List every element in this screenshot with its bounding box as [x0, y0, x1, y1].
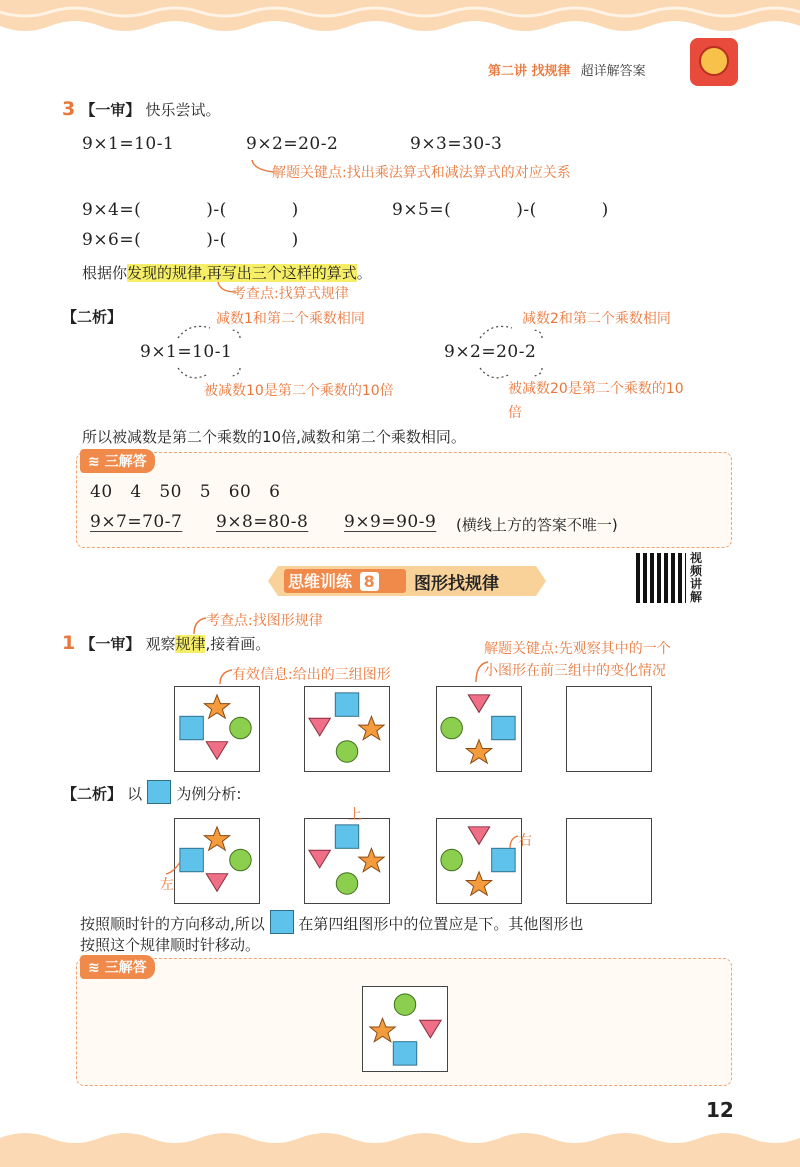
- q3-answer-line1: 40 4 50 5 60 6: [90, 482, 281, 502]
- triangle-icon: [206, 874, 227, 892]
- square-icon: [335, 693, 358, 716]
- q1-conclusion-line1: [80, 910, 583, 934]
- q1-panel-3: [436, 686, 522, 772]
- q1-analysis-panel-1: [174, 818, 260, 904]
- q1-step2-post: 为例分析:: [176, 785, 242, 803]
- bottom-wave-band: [0, 1130, 800, 1167]
- q1-analysis-panel-4-empty: [566, 818, 652, 904]
- q3-answer-tag: ≋ 三解答: [80, 449, 155, 473]
- triangle-icon: [206, 742, 227, 760]
- qr-label-char-4: 解: [690, 590, 703, 604]
- square-icon: [393, 1042, 416, 1065]
- q1-step1-highlight: 规律: [175, 635, 206, 653]
- q3-eq3: 9×3=30-3: [410, 134, 503, 154]
- q3-analysis-eq2: 9×2=20-2: [444, 342, 537, 362]
- training-label: [288, 569, 379, 592]
- q1-effective-note: 有效信息:给出的三组图形: [232, 667, 391, 683]
- q3-analysis-bottom2-line2: 倍: [508, 405, 522, 421]
- circle-icon: [336, 741, 357, 762]
- header-subtitle: 超详解答案: [580, 64, 646, 79]
- q3-instruction-pre: 根据你: [82, 264, 128, 282]
- q3-answer-note: (横线上方的答案不唯一): [456, 516, 618, 534]
- star-icon: [466, 872, 491, 895]
- circle-icon: [394, 994, 415, 1015]
- q1-key-note-line2: 小图形在前三组中的变化情况: [484, 663, 666, 679]
- q1-conclusion-pre: 按照顺时针的方向移动,所以: [80, 915, 265, 933]
- q1-conclusion-line2: 按照这个规律顺时针移动。: [80, 936, 261, 954]
- q3-analysis-eq1: 9×1=10-1: [140, 342, 233, 362]
- square-icon: [270, 910, 294, 934]
- q1-exam-note: 考查点:找图形规律: [206, 613, 323, 629]
- q1-analysis-panel-2: [304, 818, 390, 904]
- circle-icon: [441, 717, 462, 738]
- q1-heading: [62, 632, 270, 654]
- q1-answer-tag: ≋ 三解答: [80, 955, 155, 979]
- page-header: [488, 60, 646, 79]
- q3-instruction-post: 。: [356, 264, 372, 282]
- q3-exam-note: 考查点:找算式规律: [232, 286, 349, 302]
- qr-label-char-1: 视: [690, 551, 703, 565]
- q3-eq2: 9×2=20-2: [246, 134, 339, 154]
- square-icon: [492, 848, 515, 871]
- triangle-icon: [420, 1020, 441, 1038]
- star-icon: [359, 848, 384, 871]
- q1-analysis-panel-3: [436, 818, 522, 904]
- triangle-icon: [468, 827, 489, 845]
- q3-eq1: 9×1=10-1: [82, 134, 175, 154]
- qr-code-icon[interactable]: [636, 553, 686, 603]
- qr-label-char-2: 频: [690, 564, 703, 578]
- q1-panel-4-empty[interactable]: [566, 686, 652, 772]
- q3-number: 3: [62, 98, 76, 120]
- training-number: 8: [360, 572, 379, 591]
- q1-step2-pre: 以: [127, 785, 143, 803]
- triangle-icon: [309, 850, 330, 868]
- page-number: 12: [706, 1098, 734, 1122]
- publisher-logo-icon: [690, 38, 738, 86]
- circle-icon: [230, 849, 251, 870]
- square-icon: [335, 825, 358, 848]
- q1-key-arrow-icon: [470, 660, 494, 686]
- qr-label: [690, 552, 704, 604]
- top-wave-band: [0, 0, 800, 34]
- qr-label-char-3: 讲: [690, 577, 703, 591]
- q1-label-left: 左: [160, 877, 174, 893]
- q1-step1-tag: 【一审】: [80, 635, 141, 653]
- star-icon: [370, 1018, 395, 1041]
- q3-instruction-highlight: 发现的规律,再写出三个这样的算式: [127, 264, 357, 282]
- q3-blank1: 9×4=( )-( ): [82, 200, 299, 220]
- q1-panel-2: [304, 686, 390, 772]
- header-lesson: 第二讲 找规律: [488, 64, 571, 79]
- q1-step1-pre: 观察: [145, 635, 176, 653]
- q3-blank2: 9×5=( )-( ): [392, 200, 609, 220]
- q3-answer-eq1: 9×7=70-7: [90, 512, 183, 532]
- q3-analysis-top1: 减数1和第二个乘数相同: [216, 311, 365, 327]
- circle-icon: [230, 717, 251, 738]
- q1-answer-panel: [362, 986, 448, 1072]
- q1-number: 1: [62, 632, 76, 654]
- q1-right-arrow-icon: [506, 832, 520, 850]
- q1-left-arrow-icon: [164, 858, 184, 878]
- q3-analysis-top2: 减数2和第二个乘数相同: [522, 311, 671, 327]
- square-icon: [492, 716, 515, 739]
- circle-icon: [336, 873, 357, 894]
- q1-step2: [62, 780, 241, 804]
- q3-answer-eq2: 9×8=80-8: [216, 512, 309, 532]
- q1-label-right: 右: [518, 833, 532, 849]
- square-icon: [180, 716, 203, 739]
- q3-analysis-bottom2-line1: 被减数20是第二个乘数的10: [508, 381, 684, 397]
- q3-step2-tag: 【二析】: [62, 308, 123, 326]
- q3-key-note: 解题关键点:找出乘法算式和减法算式的对应关系: [272, 165, 571, 181]
- q1-step1-post: ,接着画。: [205, 635, 271, 653]
- q3-analysis-bottom1: 被减数10是第二个乘数的10倍: [204, 383, 394, 399]
- q3-conclusion: 所以被减数是第二个乘数的10倍,减数和第二个乘数相同。: [82, 428, 466, 446]
- q1-effective-arrow-icon: [214, 666, 236, 686]
- q3-heading: [62, 98, 220, 120]
- circle-icon: [441, 849, 462, 870]
- q3-step1-text: 快乐尝试。: [145, 101, 221, 119]
- q3-step1-tag: 【一审】: [80, 101, 141, 119]
- triangle-icon: [309, 718, 330, 736]
- triangle-icon: [468, 695, 489, 713]
- star-icon: [204, 827, 229, 850]
- star-icon: [466, 740, 491, 763]
- star-icon: [359, 716, 384, 739]
- q1-step2-tag: 【二析】: [62, 785, 123, 803]
- q1-conclusion-post: 在第四组图形中的位置应是下。其他图形也: [298, 915, 584, 933]
- star-icon: [204, 695, 229, 718]
- q1-label-up: 上: [348, 807, 362, 823]
- square-icon: [147, 780, 171, 804]
- q1-panel-1: [174, 686, 260, 772]
- training-label-text: 思维训练: [288, 572, 353, 591]
- training-title: 图形找规律: [414, 574, 499, 594]
- q1-key-note-line1: 解题关键点:先观察其中的一个: [484, 641, 671, 657]
- q3-answer-eq3: 9×9=90-9: [344, 512, 437, 532]
- q3-blank3: 9×6=( )-( ): [82, 230, 299, 250]
